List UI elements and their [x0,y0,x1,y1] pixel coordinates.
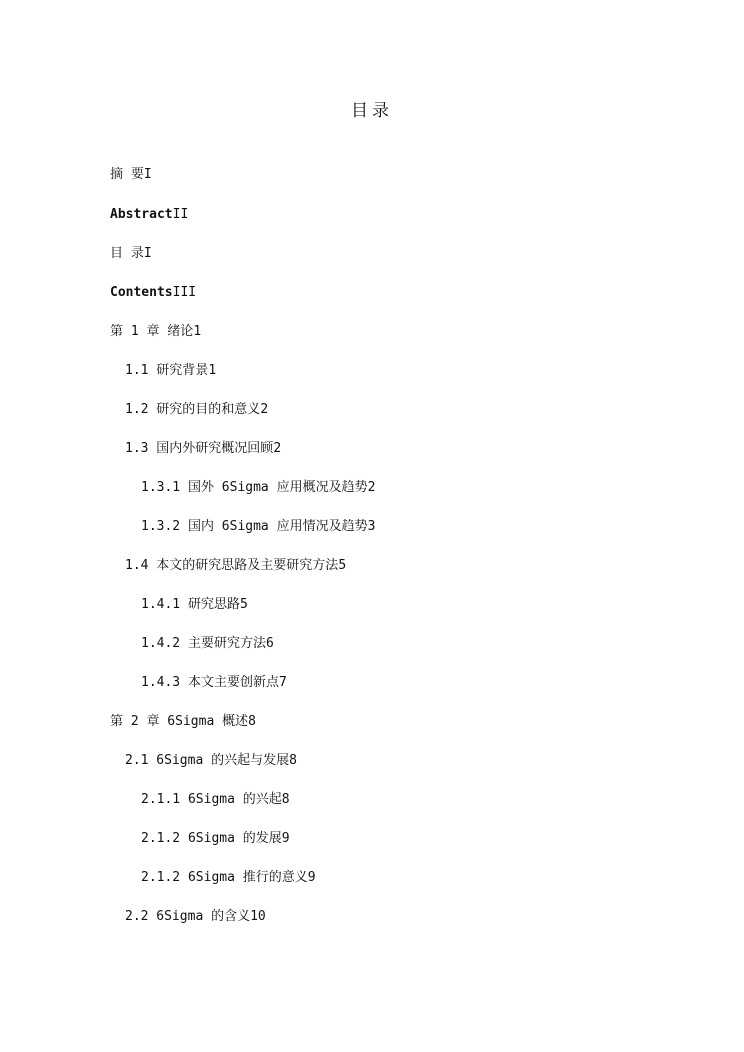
toc-entry-label: 目 录 [110,246,144,261]
toc-entry-1-4-3 [141,674,287,692]
toc-entry-page: III [172,285,197,300]
toc-entry-2-1-2 [141,830,290,848]
toc-entry-page: 3 [367,519,376,534]
toc-entry-page: 9 [281,831,290,846]
toc-entry-page: 8 [281,792,290,807]
toc-entry-1-4 [125,557,346,575]
toc-entry-page: I [143,167,152,182]
toc-entry-label: 2.1 6Sigma 的兴起与发展 [125,753,290,768]
toc-entry-page: 6 [265,636,274,651]
toc-entry-label: 1.2 研究的目的和意义 [125,402,261,417]
toc-entry-1-2 [125,401,268,419]
toc-entry-label: 2.2 6Sigma 的含义 [125,909,251,924]
toc-entry-page: 2 [273,441,282,456]
toc-entry-contents-en [110,284,196,302]
toc-entry-2-1-1 [141,791,290,809]
toc-entry-2-1-2b [141,869,316,887]
toc-entry-label: 1.1 研究背景 [125,363,209,378]
toc-entry-label: Abstract [110,207,173,222]
toc-entry-page: I [143,246,152,261]
toc-entry-page: 5 [338,558,347,573]
toc-entry-label: 2.1.2 6Sigma 推行的意义 [141,870,308,885]
toc-entry-label: 1.4 本文的研究思路及主要研究方法 [125,558,339,573]
toc-entry-label: 1.3.2 国内 6Sigma 应用情况及趋势 [141,519,368,534]
toc-entry-1-1 [125,362,216,380]
toc-entry-page: 8 [248,714,256,729]
toc-entry-label: 2.1.1 6Sigma 的兴起 [141,792,282,807]
toc-entry-page: 1 [193,324,202,339]
toc-entry-label: 1.3.1 国外 6Sigma 应用概况及趋势 [141,480,368,495]
toc-entry-abstract-cn [110,166,152,184]
toc-entry-chapter-2 [110,713,256,731]
toc-entry-2-2 [125,908,266,926]
toc-entry-label: 1.4.3 本文主要创新点 [141,675,279,690]
toc-entry-2-1 [125,752,297,770]
page-title: 目录 [351,101,393,121]
toc-entry-label: 2.1.2 6Sigma 的发展 [141,831,282,846]
toc-entry-1-4-2 [141,635,274,653]
toc-entry-label: 1.4.1 研究思路 [141,597,240,612]
toc-entry-page: 1 [208,363,217,378]
toc-entry-page: 2 [260,402,269,417]
toc-entry-chapter-1 [110,323,201,341]
toc-entry-page: 7 [278,675,287,690]
toc-entry-page: 8 [289,753,297,768]
toc-entry-label: 1.4.2 主要研究方法 [141,636,266,651]
toc-entry-contents-cn [110,245,152,263]
toc-entry-1-3-2 [141,518,375,536]
toc-entry-1-3-1 [141,479,375,497]
toc-entry-1-4-1 [141,596,248,614]
toc-entry-1-3 [125,440,281,458]
toc-entry-label: 第 1 章 绪论 [110,324,194,339]
toc-entry-label: 摘 要 [110,167,144,182]
toc-entry-page: 10 [250,909,266,924]
toc-entry-page: II [172,207,189,222]
toc-entry-label: Contents [110,285,173,300]
toc-entry-page: 9 [307,870,316,885]
toc-entry-label: 第 2 章 6Sigma 概述 [110,714,249,729]
toc-entry-abstract-en [110,206,188,224]
toc-entry-page: 2 [367,480,376,495]
toc-entry-label: 1.3 国内外研究概况回顾 [125,441,274,456]
toc-entry-page: 5 [239,597,248,612]
